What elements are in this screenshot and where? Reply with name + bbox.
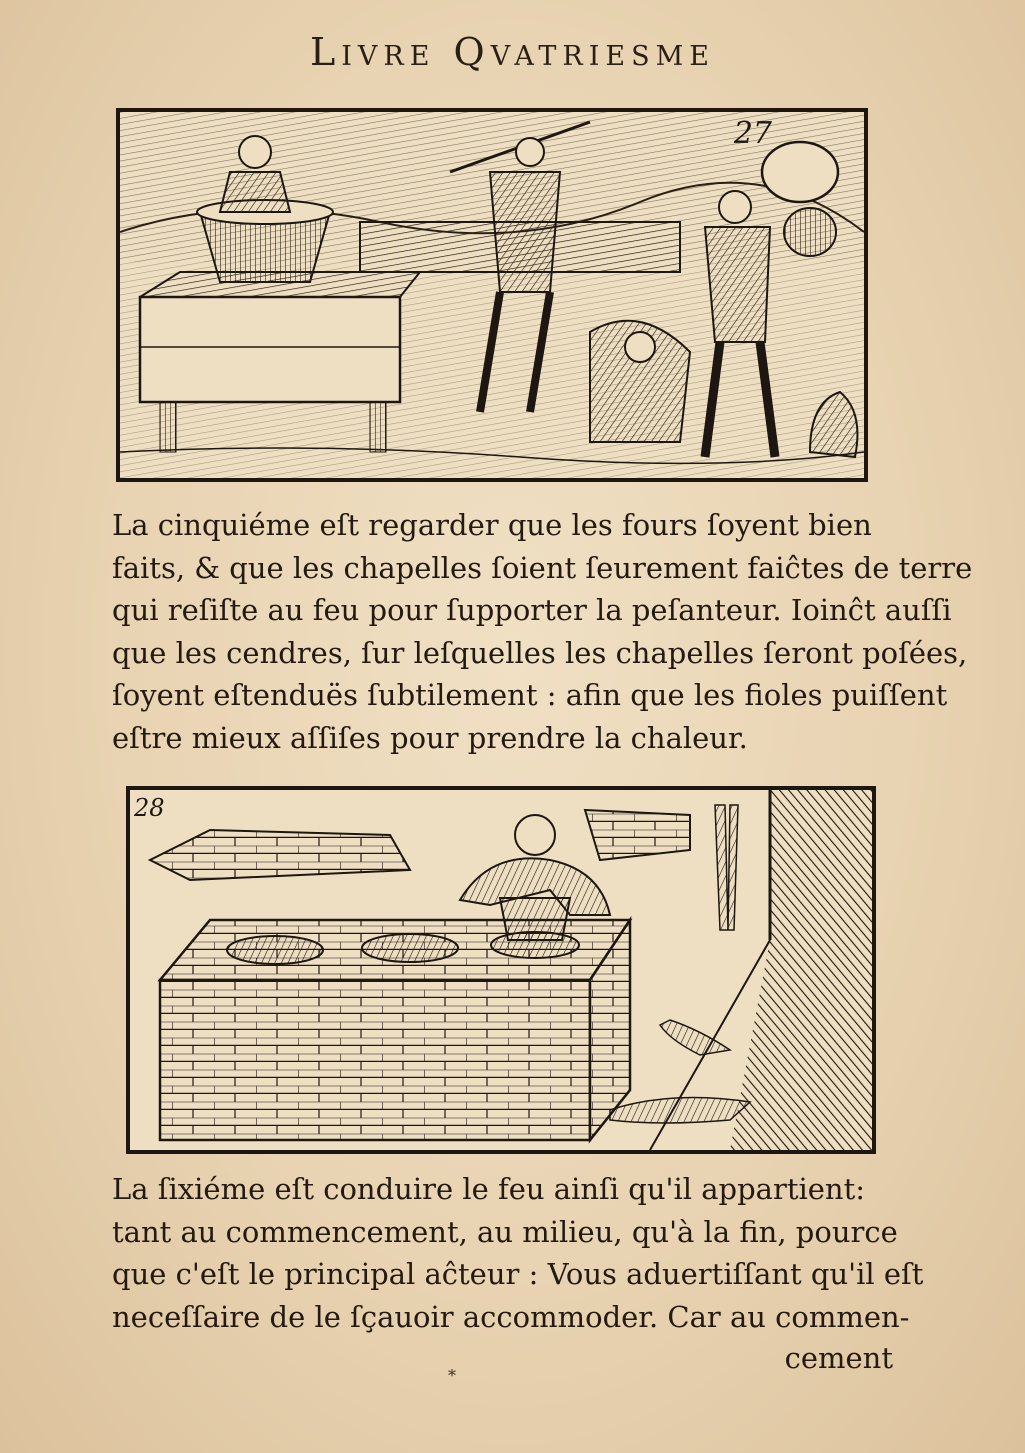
- text-line: neceſſaire de le ſçauoir accommoder. Car au commen-: [112, 1299, 910, 1334]
- woodcut-illustration-27: [116, 108, 868, 482]
- text-line: eſtre mieux aſſiſes pour prendre la chaleur.: [112, 720, 748, 755]
- paragraph-sixieme: [112, 1168, 924, 1338]
- signature-mark: *: [448, 1366, 456, 1385]
- text-line: qui reſiſte au feu pour ſupporter la peſanteur. Ioinĉt auſſi: [112, 593, 952, 627]
- text-line: tant au commencement, au milieu, qu'à la fin, pource: [112, 1214, 898, 1249]
- paragraph-cinquieme: [112, 504, 973, 759]
- text-line: que les cendres, ſur leſquelles les chapelles ſeront poſées,: [112, 635, 968, 670]
- text-line: La ſixiéme eſt conduire le feu ainſi qu'il appartient:: [112, 1172, 866, 1206]
- catchword: cement: [784, 1341, 893, 1375]
- woodcut-illustration-28: [126, 786, 876, 1154]
- text-line: La cinquiéme eſt regarder que les fours ſoyent bien: [112, 508, 872, 542]
- running-head: Livre Qvatriesme: [310, 30, 715, 74]
- text-line: que c'eſt le principal aĉteur : Vous aduertiſſant qu'il eſt: [112, 1257, 924, 1291]
- woodcut-27-artwork: [120, 112, 864, 478]
- plate-number-27: 27: [733, 116, 772, 151]
- woodcut-28-artwork: [130, 790, 872, 1150]
- text-line: faits, & que les chapelles ſoient ſeurement faiĉtes de terre: [112, 550, 973, 585]
- text-line: ſoyent eſtenduës ſubtilement : afin que les fioles puiſſent: [112, 678, 948, 712]
- plate-number-28: 28: [134, 794, 165, 822]
